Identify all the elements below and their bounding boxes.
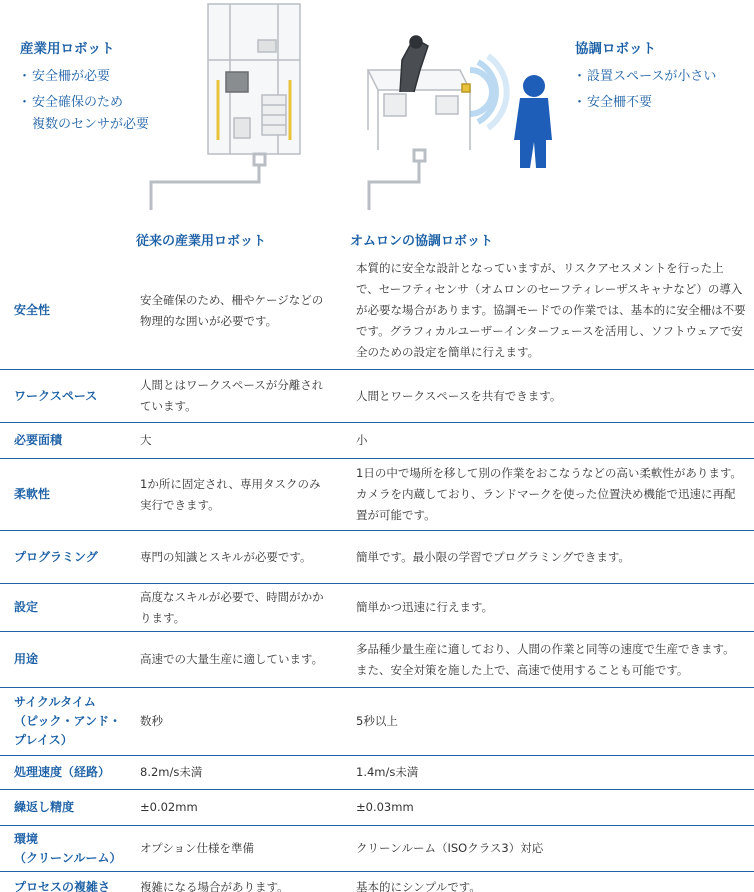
scanner-wave-icon xyxy=(470,56,507,128)
industrial-robot-summary xyxy=(20,38,200,140)
table-row xyxy=(0,531,754,584)
industrial-robot-points xyxy=(20,66,200,136)
conventional-cell: 高度なスキルが必要で、時間がかかります。 xyxy=(140,589,324,625)
table-row xyxy=(0,872,754,892)
collaborative-robot-title: 協調ロボット xyxy=(575,41,656,57)
collaborative-point: ・ 設置スペースが小さい xyxy=(575,66,745,88)
left-connector-line xyxy=(151,154,265,210)
row-label: 設定 xyxy=(14,600,39,614)
column-header-conventional: 従来の産業用ロボット xyxy=(136,234,267,249)
table-row xyxy=(0,688,754,756)
conventional-cell: 1か所に固定され、専用タスクのみ実行できます。 xyxy=(140,476,321,512)
table-row xyxy=(0,423,754,459)
table-row xyxy=(0,370,754,423)
row-label: 安全性 xyxy=(14,303,51,317)
worker-figure-icon xyxy=(514,75,552,168)
table-row xyxy=(0,584,754,632)
omron-cell: 簡単かつ迅速に行えます。 xyxy=(356,600,494,614)
column-header-omron: オムロンの協調ロボット xyxy=(350,234,494,249)
row-label: 必要面積 xyxy=(14,433,63,447)
conventional-cell: 専門の知識とスキルが必要です。 xyxy=(140,549,312,564)
industrial-point: ・ 安全確保のため 複数のセンサが必要 xyxy=(20,92,200,136)
omron-cell: 小 xyxy=(356,433,368,447)
conventional-cell: 8.2m/s未満 xyxy=(140,765,203,779)
omron-cell: 本質的に安全な設計となっていますが、リスクアセスメントを行った上で、セーフティセンサ（オムロンのセーフティレーザスキャナなど）の導入が必要な場合があります。協調モードでの作業では、基本的に安全柵は不要です。グラフィカルユーザーインターフェースを活用し、ソフトウェアで安全のための設定を簡単に行えます。 xyxy=(356,261,746,359)
row-label: 処理速度（経路） xyxy=(14,765,111,779)
row-label: 柔軟性 xyxy=(14,487,51,501)
table-row xyxy=(0,826,754,872)
conventional-cell: 複雑になる場合があります。 xyxy=(140,879,289,892)
row-label: 繰返し精度 xyxy=(14,800,75,814)
conventional-cell: 人間とはワークスペースが分離されています。 xyxy=(140,378,324,413)
row-label: 環境 （クリーンルーム） xyxy=(14,831,122,865)
conventional-cell: ±0.02mm xyxy=(140,800,198,814)
omron-cell: 基本的にシンプルです。 xyxy=(356,879,481,892)
row-label: プロセスの複雑さ xyxy=(14,879,111,892)
row-label: 用途 xyxy=(14,652,39,666)
omron-cell: クリーンルーム（ISOクラス3）対応 xyxy=(356,841,544,855)
omron-cell: 人間とワークスペースを共有できます。 xyxy=(356,388,562,403)
conventional-cell: 高速での大量生産に適しています。 xyxy=(140,652,324,666)
comparison-table xyxy=(0,252,754,892)
table-row xyxy=(0,459,754,531)
conventional-cell: 安全確保のため、柵やケージなどの物理的な囲いが必要です。 xyxy=(140,292,324,328)
omron-cell: 1日の中で場所を移して別の作業をおこなうなどの高い柔軟性があります。カメラを内蔵しており、ランドマークを使った位置決め機能で迅速に再配置が可能です。 xyxy=(356,466,742,522)
omron-cell: 簡単です。最小限の学習でプログラミングできます。 xyxy=(356,549,630,564)
collaborative-robot-points xyxy=(575,66,745,114)
table-row xyxy=(0,632,754,688)
conventional-cell: 大 xyxy=(140,433,152,447)
row-label: ワークスペース xyxy=(14,388,98,403)
table-row xyxy=(0,252,754,370)
collaborative-point: ・ 安全柵不要 xyxy=(575,92,745,114)
industrial-robot-cage-illustration xyxy=(208,4,300,154)
table-row xyxy=(0,756,754,790)
industrial-robot-title: 産業用ロボット xyxy=(20,41,115,57)
conventional-cell: 数秒 xyxy=(140,714,163,728)
right-connector-line xyxy=(369,150,425,210)
conventional-cell: オプション仕様を準備 xyxy=(140,841,254,855)
omron-cell: 多品種少量生産に適しており、人間の作業と同等の速度で生産できます。また、安全対策を施した上で、高速で使用することも可能です。 xyxy=(356,641,735,677)
omron-cell: 1.4m/s未満 xyxy=(356,765,419,779)
table-row xyxy=(0,790,754,826)
omron-cell: ±0.03mm xyxy=(356,800,414,814)
collaborative-robot-summary xyxy=(575,38,745,118)
row-label: サイクルタイム （ピック・アンド・ プレイス） xyxy=(14,695,122,747)
industrial-point: ・ 安全柵が必要 xyxy=(20,66,200,88)
row-label: プログラミング xyxy=(14,549,98,564)
collaborative-robot-illustration xyxy=(368,36,470,150)
omron-cell: 5秒以上 xyxy=(356,714,398,728)
